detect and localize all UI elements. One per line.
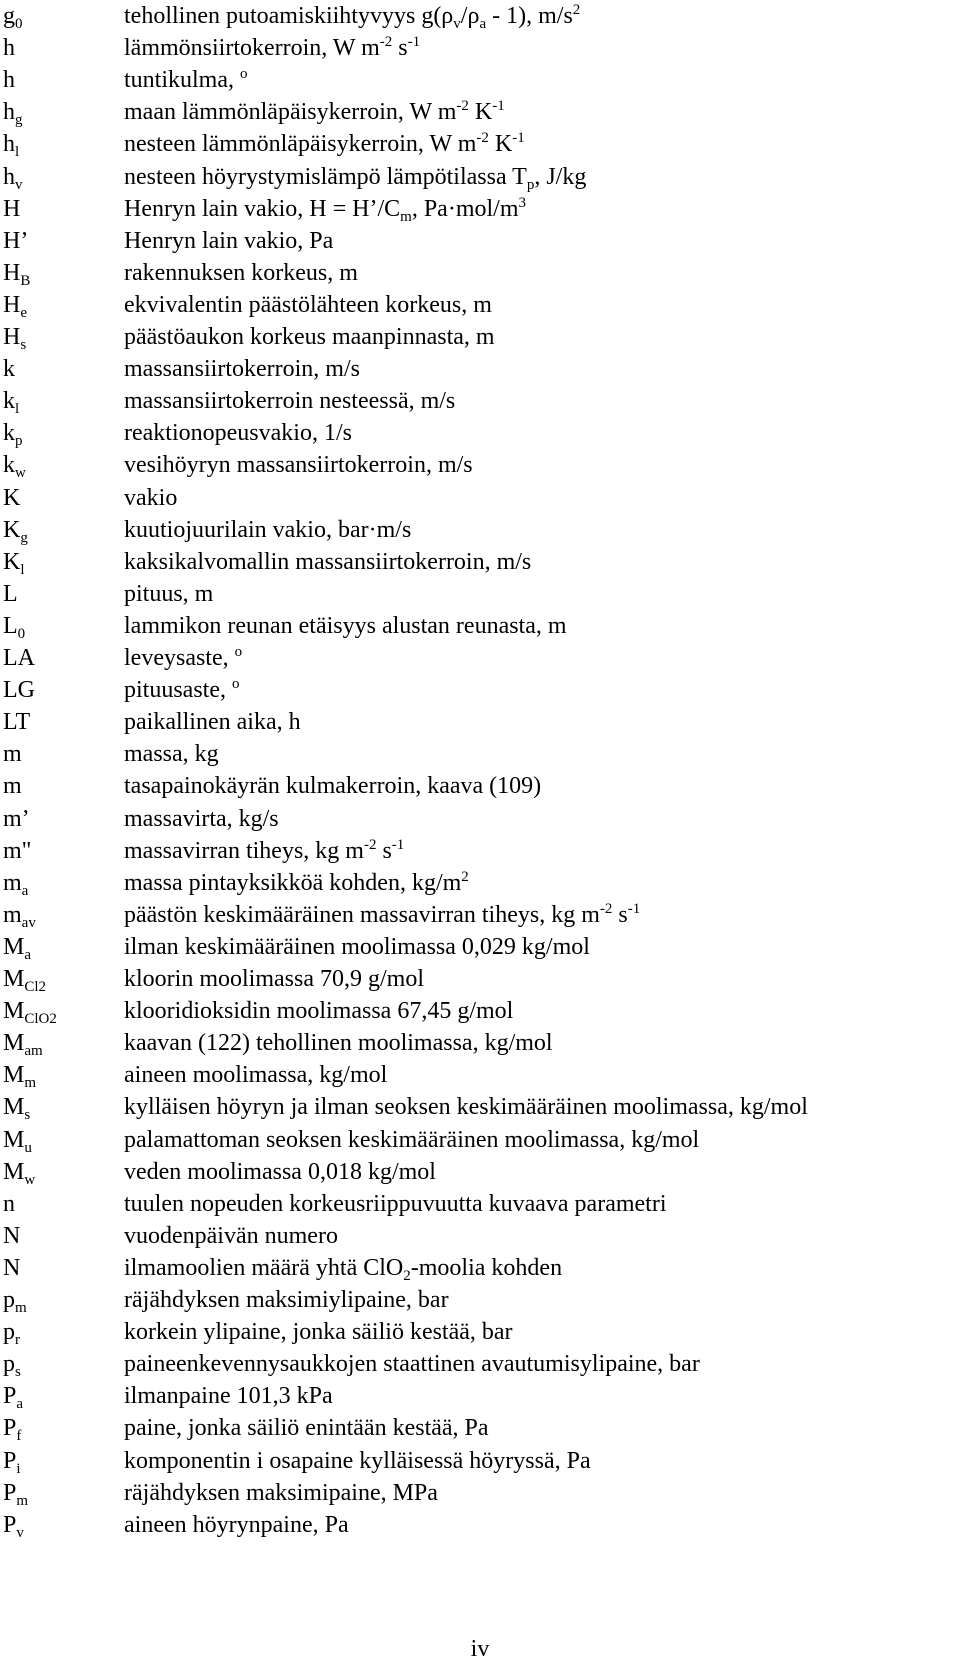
symbol-row	[0, 449, 960, 482]
symbol-row	[0, 899, 960, 932]
symbol-row	[0, 225, 960, 258]
symbol-term: N	[3, 1222, 21, 1249]
symbol-definition: maan lämmönläpäisykerroin, W $m^{-2}$ $K^{-1}$	[124, 98, 505, 126]
symbol-row	[0, 674, 960, 707]
symbol-term: $M_{Cl2}$	[3, 966, 47, 995]
symbol-term: $K_l$	[3, 548, 25, 578]
symbol-definition: massavirran tiheys, kg $m^{-2}$ $s^{-1}$	[124, 836, 405, 864]
symbol-term: H’	[3, 227, 29, 254]
symbol-row	[0, 257, 960, 290]
page-number: iv	[470, 1636, 490, 1662]
symbol-definition: pituus, m	[124, 580, 214, 607]
symbol-row	[0, 1188, 960, 1221]
symbol-row	[0, 321, 960, 354]
symbol-term: $P_f$	[3, 1415, 22, 1445]
symbol-definition: pituusaste, $^o$	[124, 676, 240, 704]
symbol-row	[0, 385, 960, 418]
symbol-definition: massavirta, kg/s	[124, 805, 279, 832]
symbol-definition: paine, jonka säiliö enintään kestää, Pa	[124, 1415, 489, 1442]
symbol-row	[0, 1284, 960, 1317]
symbol-term: LT	[3, 709, 31, 736]
symbol-row	[0, 835, 960, 868]
symbol-term: $M_w$	[3, 1158, 36, 1188]
symbol-term: m’	[3, 805, 30, 832]
symbol-definition: massa pintayksikköä kohden, $kg/m^2$	[124, 868, 469, 896]
symbol-row	[0, 1156, 960, 1189]
symbol-definition: korkein ylipaine, jonka säiliö kestää, bar	[124, 1319, 513, 1346]
symbol-term: $p_r$	[3, 1319, 20, 1349]
symbol-term: LG	[3, 677, 35, 704]
symbol-definition: vakio	[124, 484, 178, 511]
symbol-term: $M_s$	[3, 1094, 31, 1124]
symbol-row	[0, 514, 960, 547]
symbol-definition: komponentin i osapaine kylläisessä höyryssä, Pa	[124, 1447, 591, 1474]
symbol-row	[0, 803, 960, 836]
symbol-term: $k_w$	[3, 452, 26, 482]
symbol-term: $M_u$	[3, 1126, 32, 1156]
symbol-definition: aineen höyrynpaine, Pa	[124, 1511, 349, 1538]
symbol-definition: päästöaukon korkeus maanpinnasta, m	[124, 324, 495, 350]
symbol-row	[0, 0, 960, 33]
symbol-row	[0, 1348, 960, 1381]
symbol-row	[0, 353, 960, 386]
symbol-term: L	[3, 580, 18, 607]
symbol-row	[0, 867, 960, 900]
symbol-row	[0, 1316, 960, 1349]
symbol-row	[0, 1027, 960, 1060]
symbol-row	[0, 963, 960, 996]
symbol-definition: lämmönsiirtokerroin, W $m^{-2}$ $s^{-1}$	[124, 34, 421, 62]
symbol-definition: ekvivalentin päästölähteen korkeus, m	[124, 291, 492, 318]
symbol-term: $h_v$	[3, 163, 23, 193]
symbol-term: $M_{am}$	[3, 1030, 43, 1060]
symbol-definition: veden moolimassa 0,018 kg/mol	[124, 1158, 436, 1185]
symbol-row	[0, 289, 960, 322]
symbol-row	[0, 738, 960, 771]
symbol-term: $p_s$	[3, 1351, 21, 1381]
symbol-definition: reaktionopeusvakio, 1/s	[124, 420, 352, 447]
symbol-definition: ilmanpaine 101,3 kPa	[124, 1383, 333, 1410]
symbol-definition: rakennuksen korkeus, m	[124, 259, 358, 286]
symbol-definition: kylläisen höyryn ja ilman seoksen keskimääräinen moolimassa, kg/mol	[124, 1094, 808, 1121]
symbol-row	[0, 1412, 960, 1445]
symbol-definition: paikallinen aika, h	[124, 709, 301, 736]
symbol-definition: Henryn lain vakio, Pa	[124, 227, 334, 254]
symbol-definition: räjähdyksen maksimiylipaine, bar	[124, 1287, 449, 1313]
symbol-term: N	[3, 1254, 21, 1281]
symbol-definition: lammikon reunan etäisyys alustan reunasta, m	[124, 612, 567, 639]
symbol-definition: massansiirtokerroin nesteessä, m/s	[124, 388, 456, 415]
symbol-row	[0, 1509, 960, 1542]
symbol-definition: massa, kg	[124, 741, 219, 768]
symbol-row	[0, 32, 960, 65]
symbol-definition: kaksikalvomallin massansiirtokerroin, m/s	[124, 548, 532, 575]
symbol-definition: klooridioksidin moolimassa 67,45 g/mol	[124, 998, 514, 1025]
symbol-definition: päästön keskimääräinen massavirran tiheys, kg $m^{-2}$ $s^{-1}$	[124, 900, 641, 928]
symbol-row	[0, 610, 960, 643]
symbol-row	[0, 1220, 960, 1253]
symbol-definition: kloorin moolimassa 70,9 g/mol	[124, 966, 424, 992]
symbol-definition: paineenkevennysaukkojen staattinen avautumisylipaine, bar	[124, 1351, 700, 1378]
symbol-definition: nesteen höyrystymislämpö lämpötilassa $T_p$, J/kg	[124, 163, 587, 193]
symbol-term: $P_a$	[3, 1383, 24, 1413]
symbol-definition: nesteen lämmönläpäisykerroin, W $m^{-2}$ $K^{-1}$	[124, 130, 525, 158]
symbol-term: m"	[3, 837, 32, 864]
symbol-row	[0, 546, 960, 579]
symbol-row	[0, 1445, 960, 1478]
symbol-definition: tasapainokäyrän kulmakerroin, kaava (109)	[124, 773, 542, 800]
symbol-term: $M_{ClO2}$	[3, 998, 57, 1028]
symbol-term: $h_g$	[3, 99, 23, 129]
symbol-row	[0, 128, 960, 161]
symbol-term: $g_0$	[3, 3, 23, 32]
symbol-term: $H_e$	[3, 291, 28, 321]
symbol-term: h	[3, 67, 15, 94]
symbol-row	[0, 1252, 960, 1285]
symbol-definition: tuntikulma, $^o$	[124, 66, 248, 94]
symbol-definition: aineen moolimassa, kg/mol	[124, 1062, 388, 1089]
symbol-term: $m_{av}$	[3, 901, 36, 931]
symbol-term: LA	[3, 645, 35, 671]
symbol-term: $P_i$	[3, 1447, 21, 1477]
symbol-row	[0, 64, 960, 97]
symbol-definition: Henryn lain vakio, $H = H’/C_m$, $Pa\cdot mol/m^3$	[124, 194, 526, 225]
symbol-row	[0, 578, 960, 611]
symbol-row	[0, 931, 960, 964]
symbol-row	[0, 1091, 960, 1124]
symbol-definition: tuulen nopeuden korkeusriippuvuutta kuvaava parametri	[124, 1190, 667, 1217]
symbol-row	[0, 1124, 960, 1157]
symbol-term: $K_g$	[3, 516, 28, 546]
symbol-row	[0, 193, 960, 226]
symbol-definition: ilman keskimääräinen moolimassa 0,029 kg/mol	[124, 933, 590, 960]
symbol-term: $k_p$	[3, 420, 23, 450]
symbol-definition: vuodenpäivän numero	[124, 1222, 338, 1249]
symbol-term: h	[3, 35, 15, 62]
symbol-row	[0, 770, 960, 803]
symbol-term: $k_l$	[3, 388, 20, 418]
symbol-term: $m_a$	[3, 869, 29, 899]
symbol-row	[0, 96, 960, 129]
symbol-term: $P_m$	[3, 1479, 29, 1509]
symbol-row	[0, 482, 960, 515]
symbol-row	[0, 1059, 960, 1092]
symbol-row	[0, 1477, 960, 1510]
symbol-term: $H_B$	[3, 259, 31, 289]
symbol-definition: leveysaste, $^o$	[124, 644, 243, 671]
symbol-term: k	[3, 356, 15, 383]
symbol-term: K	[3, 484, 21, 511]
symbol-term: $M_a$	[3, 933, 32, 963]
symbol-term: $h_l$	[3, 131, 20, 161]
symbol-term: $L_0$	[3, 612, 26, 642]
symbol-definition: tehollinen putoamiskiihtyvyys $g(\rho_v/\rho_a - 1)$, $m/s^2$	[124, 2, 581, 32]
symbol-definition: ilmamoolien määrä yhtä ClO$_2$-moolia kohden	[124, 1254, 563, 1284]
symbol-row	[0, 706, 960, 739]
symbol-definition: kuutiojuurilain vakio, bar·m/s	[124, 516, 412, 543]
symbol-row	[0, 161, 960, 194]
symbol-term: n	[3, 1190, 15, 1217]
symbol-row	[0, 995, 960, 1028]
symbol-definition: vesihöyryn massansiirtokerroin, m/s	[124, 452, 473, 479]
symbol-definition: palamattoman seoksen keskimääräinen moolimassa, kg/mol	[124, 1126, 700, 1153]
symbol-term: $H_s$	[3, 324, 27, 353]
symbol-definition: räjähdyksen maksimipaine, MPa	[124, 1479, 438, 1506]
symbol-term: $p_m$	[3, 1287, 27, 1316]
symbol-term: $P_v$	[3, 1511, 24, 1541]
symbol-term: H	[3, 195, 21, 222]
symbol-row	[0, 417, 960, 450]
symbol-definition: massansiirtokerroin, m/s	[124, 356, 360, 383]
symbol-row	[0, 642, 960, 675]
symbol-definition: kaavan (122) tehollinen moolimassa, kg/mol	[124, 1030, 553, 1057]
symbol-term: m	[3, 741, 22, 768]
symbol-term: m	[3, 773, 22, 800]
symbol-row	[0, 1380, 960, 1413]
symbol-term: $M_m$	[3, 1062, 37, 1092]
